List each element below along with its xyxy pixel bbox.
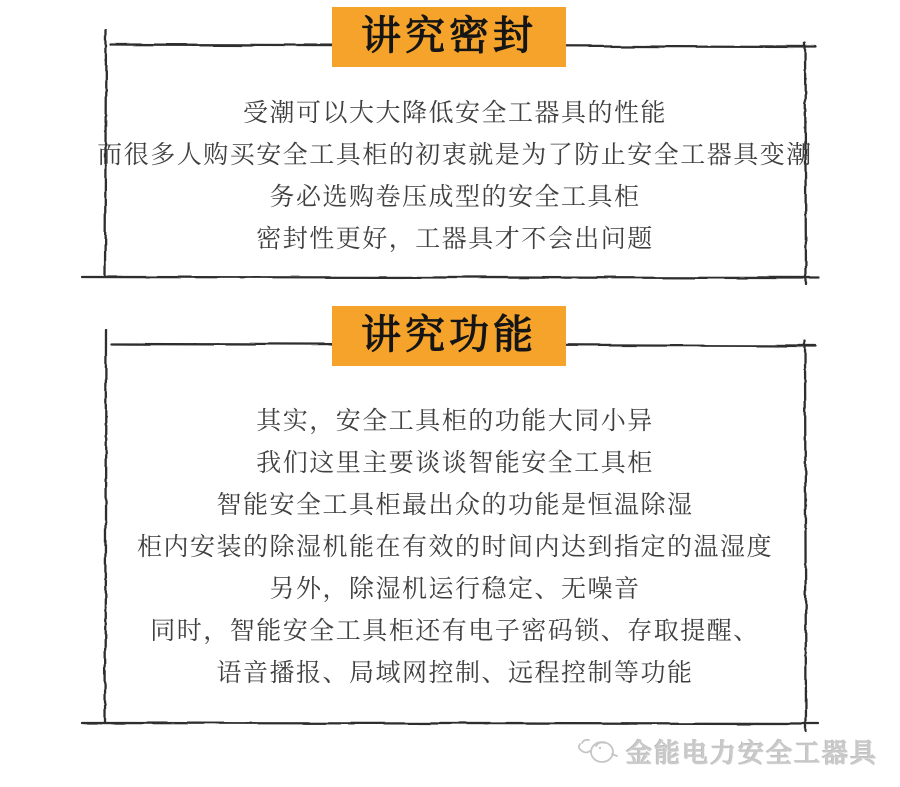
function-line-2: 我们这里主要谈谈智能安全工具柜 xyxy=(256,449,654,477)
sealing-line-2: 而很多人购买安全工具柜的初衷就是为了防止安全工器具变潮 xyxy=(97,141,813,169)
brand-watermark-text: 金能电力安全工器具 xyxy=(625,738,878,768)
sealing-line-3: 务必选购卷压成型的安全工具柜 xyxy=(269,183,641,211)
section-header-sealing-label: 讲究密封 xyxy=(361,14,537,58)
function-line-4: 柜内安装的除湿机能在有效的时间内达到指定的温湿度 xyxy=(136,533,773,561)
sealing-line-4: 密封性更好，工器具才不会出问题 xyxy=(256,225,654,253)
function-line-3: 智能安全工具柜最出众的功能是恒温除湿 xyxy=(216,491,694,519)
section-header-sealing xyxy=(332,7,566,67)
section-header-function xyxy=(332,306,566,366)
bird-sketch-logo-icon xyxy=(576,734,620,770)
function-line-1: 其实，安全工具柜的功能大同小异 xyxy=(256,407,654,435)
function-text-block xyxy=(90,400,820,694)
function-line-6: 同时，智能安全工具柜还有电子密码锁、存取提醒、 xyxy=(150,617,760,645)
sealing-line-1: 受潮可以大大降低安全工器具的性能 xyxy=(242,99,667,127)
brand-watermark xyxy=(576,733,878,770)
sealing-text-block xyxy=(90,92,820,260)
function-line-7: 语音播报、局域网控制、远程控制等功能 xyxy=(216,659,694,687)
section-header-function-label: 讲究功能 xyxy=(361,313,537,357)
function-line-5: 另外，除湿机运行稳定、无噪音 xyxy=(269,575,641,603)
sealing-box-bottom-border xyxy=(82,277,819,278)
function-box-bottom-border xyxy=(82,723,819,724)
